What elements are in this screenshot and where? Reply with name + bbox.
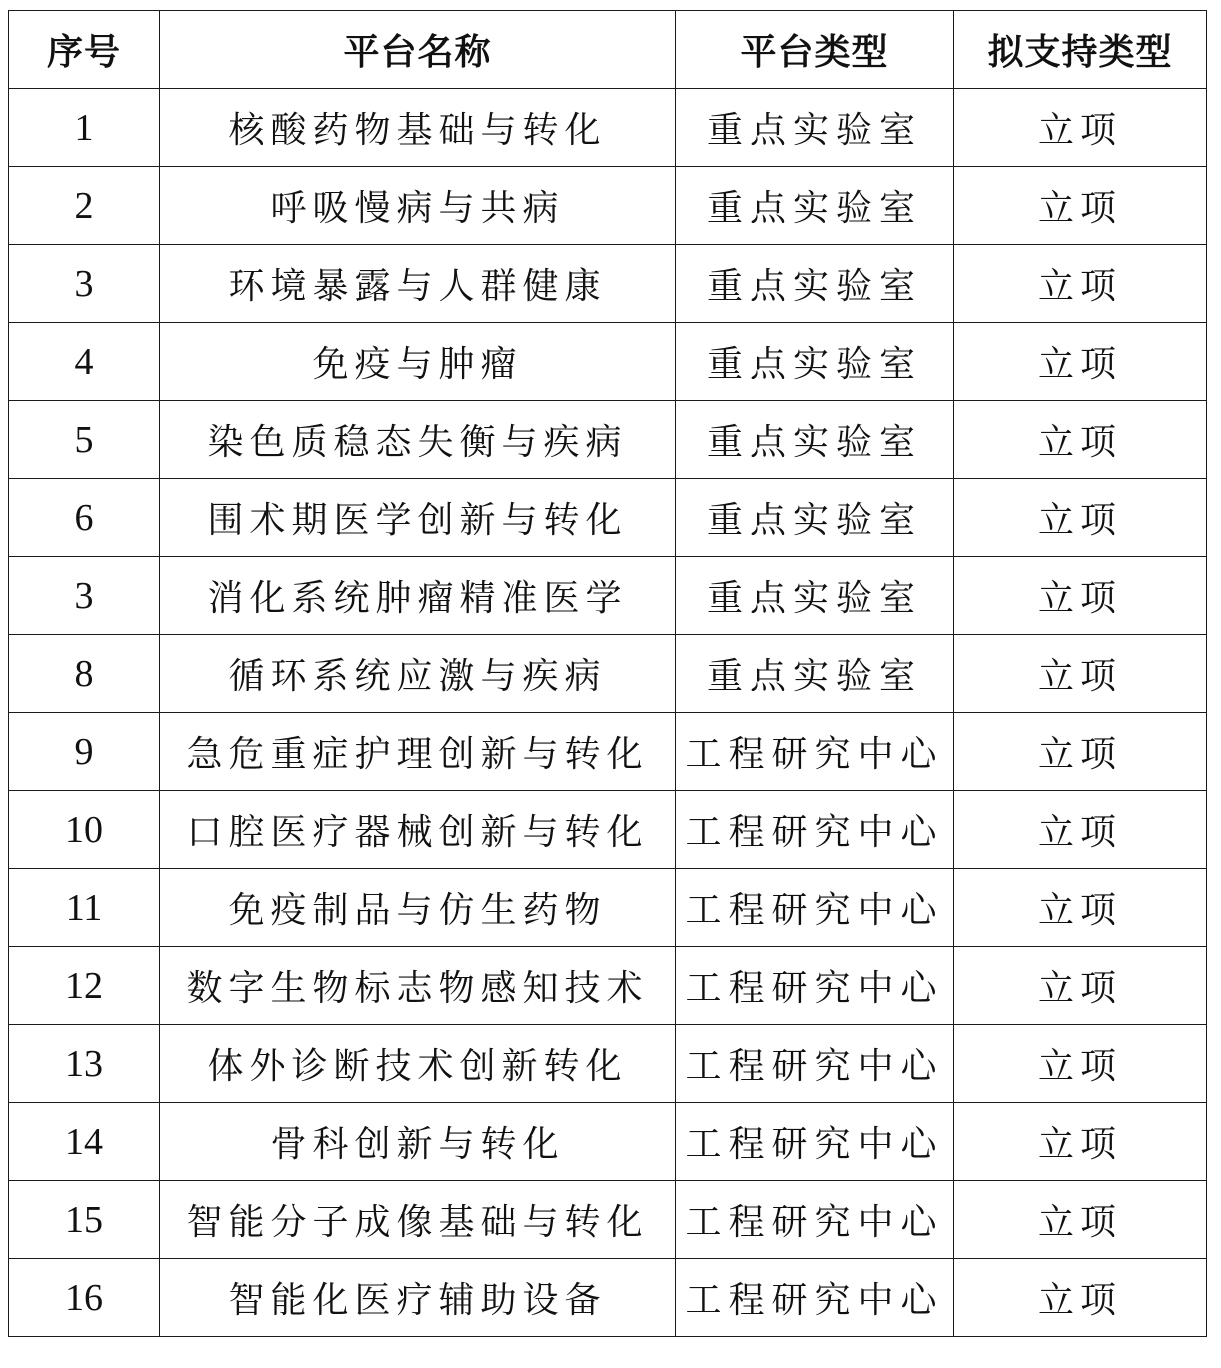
platform-name-cell: 免疫制品与仿生药物 (160, 869, 676, 947)
table-row (9, 713, 1207, 791)
platform-type-cell: 工程研究中心 (676, 1259, 954, 1337)
support-type-cell: 立项 (954, 791, 1207, 869)
platform-name-cell: 智能化医疗辅助设备 (160, 1259, 676, 1337)
serial-number-cell: 10 (9, 791, 160, 869)
serial-number-cell: 3 (9, 557, 160, 635)
serial-number-cell: 6 (9, 479, 160, 557)
platform-type-cell: 工程研究中心 (676, 1103, 954, 1181)
support-type-cell: 立项 (954, 557, 1207, 635)
platform-type-cell: 重点实验室 (676, 89, 954, 167)
table-body (9, 89, 1207, 1337)
platform-type-cell: 重点实验室 (676, 479, 954, 557)
serial-number-cell: 14 (9, 1103, 160, 1181)
table-row (9, 869, 1207, 947)
support-type-cell: 立项 (954, 245, 1207, 323)
platform-name-cell: 围术期医学创新与转化 (160, 479, 676, 557)
header-serial-number: 序号 (9, 11, 160, 89)
platform-name-cell: 智能分子成像基础与转化 (160, 1181, 676, 1259)
serial-number-cell: 15 (9, 1181, 160, 1259)
platform-type-cell: 工程研究中心 (676, 1181, 954, 1259)
platform-type-cell: 工程研究中心 (676, 1025, 954, 1103)
serial-number-cell: 2 (9, 167, 160, 245)
platform-type-cell: 工程研究中心 (676, 869, 954, 947)
table-row (9, 1025, 1207, 1103)
table-row (9, 791, 1207, 869)
table-row (9, 167, 1207, 245)
table-row (9, 1181, 1207, 1259)
platform-type-cell: 重点实验室 (676, 557, 954, 635)
support-type-cell: 立项 (954, 947, 1207, 1025)
support-type-cell: 立项 (954, 479, 1207, 557)
platform-type-cell: 重点实验室 (676, 635, 954, 713)
platform-name-cell: 数字生物标志物感知技术 (160, 947, 676, 1025)
support-type-cell: 立项 (954, 713, 1207, 791)
platform-type-cell: 重点实验室 (676, 245, 954, 323)
platform-type-cell: 工程研究中心 (676, 791, 954, 869)
support-type-cell: 立项 (954, 1103, 1207, 1181)
platform-type-cell: 工程研究中心 (676, 713, 954, 791)
support-type-cell: 立项 (954, 635, 1207, 713)
platform-table-container (8, 10, 1207, 1337)
serial-number-cell: 13 (9, 1025, 160, 1103)
table-row (9, 401, 1207, 479)
support-type-cell: 立项 (954, 869, 1207, 947)
serial-number-cell: 12 (9, 947, 160, 1025)
table-row (9, 635, 1207, 713)
table-row (9, 245, 1207, 323)
platform-name-cell: 循环系统应激与疾病 (160, 635, 676, 713)
platform-name-cell: 呼吸慢病与共病 (160, 167, 676, 245)
support-type-cell: 立项 (954, 1181, 1207, 1259)
support-type-cell: 立项 (954, 167, 1207, 245)
serial-number-cell: 4 (9, 323, 160, 401)
serial-number-cell: 3 (9, 245, 160, 323)
platform-name-cell: 核酸药物基础与转化 (160, 89, 676, 167)
support-type-cell: 立项 (954, 89, 1207, 167)
platform-name-cell: 口腔医疗器械创新与转化 (160, 791, 676, 869)
platform-type-cell: 工程研究中心 (676, 947, 954, 1025)
support-type-cell: 立项 (954, 1259, 1207, 1337)
platform-type-cell: 重点实验室 (676, 167, 954, 245)
platform-name-cell: 免疫与肿瘤 (160, 323, 676, 401)
serial-number-cell: 1 (9, 89, 160, 167)
header-platform-type: 平台类型 (676, 11, 954, 89)
header-support-type: 拟支持类型 (954, 11, 1207, 89)
platform-type-cell: 重点实验室 (676, 323, 954, 401)
support-type-cell: 立项 (954, 401, 1207, 479)
platform-name-cell: 染色质稳态失衡与疾病 (160, 401, 676, 479)
platform-name-cell: 消化系统肿瘤精准医学 (160, 557, 676, 635)
table-row (9, 947, 1207, 1025)
table-row (9, 323, 1207, 401)
header-platform-name: 平台名称 (160, 11, 676, 89)
table-row (9, 557, 1207, 635)
support-type-cell: 立项 (954, 323, 1207, 401)
platform-name-cell: 骨科创新与转化 (160, 1103, 676, 1181)
table-row (9, 89, 1207, 167)
serial-number-cell: 8 (9, 635, 160, 713)
platform-name-cell: 急危重症护理创新与转化 (160, 713, 676, 791)
platform-table (8, 10, 1207, 1337)
table-row (9, 1103, 1207, 1181)
support-type-cell: 立项 (954, 1025, 1207, 1103)
platform-name-cell: 环境暴露与人群健康 (160, 245, 676, 323)
serial-number-cell: 9 (9, 713, 160, 791)
header-row (9, 11, 1207, 89)
platform-name-cell: 体外诊断技术创新转化 (160, 1025, 676, 1103)
serial-number-cell: 16 (9, 1259, 160, 1337)
platform-type-cell: 重点实验室 (676, 401, 954, 479)
table-row (9, 479, 1207, 557)
serial-number-cell: 11 (9, 869, 160, 947)
serial-number-cell: 5 (9, 401, 160, 479)
table-row (9, 1259, 1207, 1337)
